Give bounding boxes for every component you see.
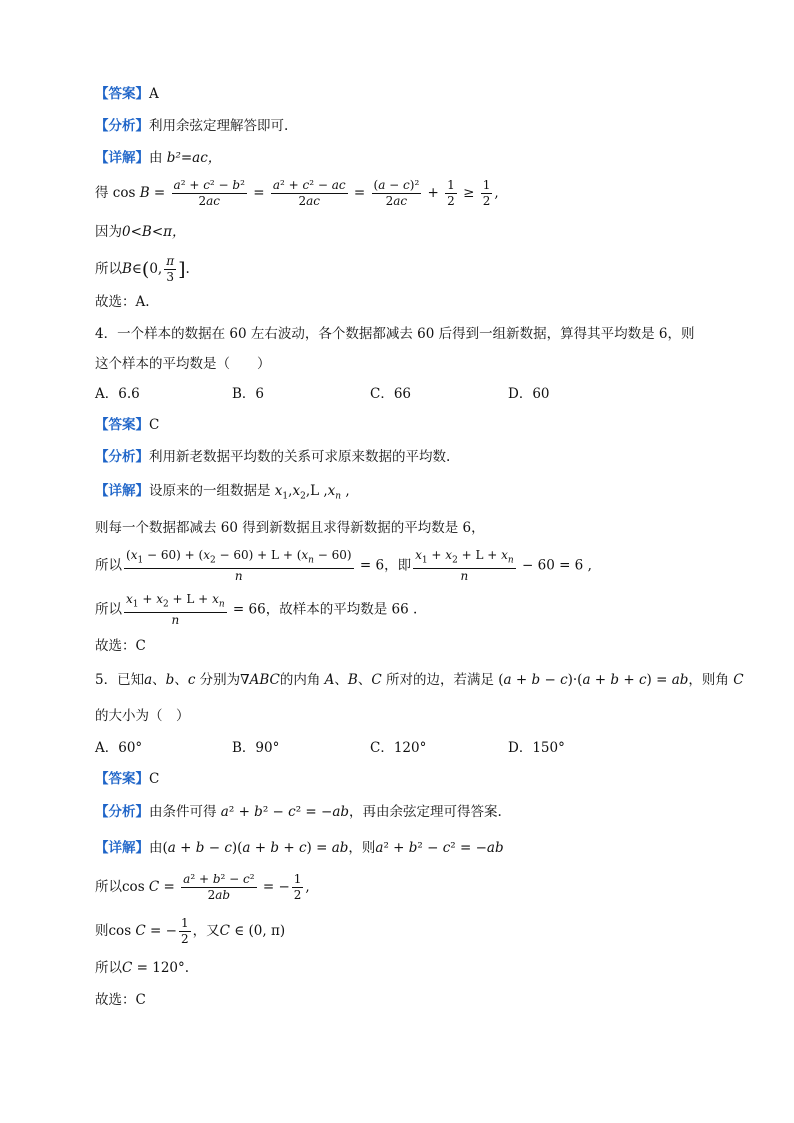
q5-option-d: D．150° bbox=[508, 740, 565, 756]
q5-option-b: B．90° bbox=[232, 740, 280, 756]
q3-analysis: 利用余弦定理解答即可. bbox=[149, 118, 289, 134]
q5-cosC-formula: 所以cos C = $\frac{\text{a² + b² − c²}}{2ab}$ = − $\frac{1}{2}$ , bbox=[95, 872, 310, 902]
q5-result-line: 所以C = 120°. bbox=[95, 960, 190, 976]
q4-option-d: D．60 bbox=[508, 386, 550, 402]
q4-detail-line: 【详解】设原来的一组数据是 $x_1,x_2,L$ $,x_n$ , bbox=[95, 483, 350, 502]
q5-option-c: C．120° bbox=[370, 740, 427, 756]
q4-stem-line1: 4．一个样本的数据在 60 左右波动，各个数据都减去 60 后得到一组新数据，算得其平均数是 6，则 bbox=[95, 326, 695, 342]
q4-final: 故选：C bbox=[95, 638, 146, 654]
q4-option-b: B．6 bbox=[232, 386, 265, 402]
q4-option-c: C．66 bbox=[370, 386, 412, 402]
q4-analysis-line: 【分析】利用新老数据平均数的关系可求原来数据的平均数. bbox=[95, 449, 451, 465]
q5-final: 故选：C bbox=[95, 992, 146, 1008]
q5-detail-line: 【详解】由(a + b − c)(a + b + c) = ab，则a² + b² − c² = −ab bbox=[95, 840, 504, 856]
q3-detail-line: 【详解】由 b²=ac， bbox=[95, 150, 222, 166]
q3-analysis-line: 【分析】利用余弦定理解答即可. bbox=[95, 118, 289, 134]
q4-answer: C bbox=[149, 417, 160, 433]
q5-cosC-value: 则cos C = − $\frac{1}{2}$ ，又C ∈ (0, π) bbox=[95, 916, 286, 946]
q5-answer-line: 【答案】C bbox=[95, 771, 160, 787]
q3-answer-line: 【答案】A bbox=[95, 86, 159, 102]
q3-result-line: 所以B∈(0, $\frac{\pi}{3}$ ]. bbox=[95, 254, 190, 284]
q5-option-a: A．60° bbox=[95, 740, 143, 756]
q3-cosB-formula: 得 cos B = $\frac{\text{a² + c² − b²}}{2ac}$ = $\frac{\text{a² + c² − ac}}{2ac}$ = $\frac{\text{(a − c)²}}{2ac}$ + $\frac{1}{2}$ ≥ $\frac{1}{2}$ , bbox=[95, 178, 499, 208]
q5-stem-line1: 5．已知a、b、c 分别为∇ABC的内角 A、B、C 所对的边，若满足 (a + b − c)·(a + b + c) = ab，则角 C bbox=[95, 672, 744, 688]
q3-final: 故选：A. bbox=[95, 294, 150, 310]
q4-answer-line: 【答案】C bbox=[95, 417, 160, 433]
q3-condition: b²=ac， bbox=[166, 150, 222, 166]
q3-answer: A bbox=[149, 86, 159, 102]
q5-stem-line2: 的大小为（ ） bbox=[95, 708, 190, 724]
answer-tag: 答案 bbox=[108, 86, 136, 102]
detail-tag: 详解 bbox=[108, 150, 136, 166]
q3-range-line: 因为0<B<π， bbox=[95, 224, 186, 240]
q4-step2-formula: 所以 $\frac{(x_1 - 60) + (x_2 - 60) + L + (x_n - 60)}{n}$ = 6，即 $\frac{x_1 + x_2 + L + x_n}{n}$ − 60 = 6 , bbox=[95, 548, 592, 584]
q4-step1: 则每一个数据都减去 60 得到新数据且求得新数据的平均数是 6， bbox=[95, 520, 485, 536]
q4-analysis: 利用新老数据平均数的关系可求原来数据的平均数. bbox=[149, 449, 451, 465]
q4-stem-line2: 这个样本的平均数是（ ） bbox=[95, 356, 271, 372]
q5-analysis-line: 【分析】由条件可得 a² + b² − c² = −ab，再由余弦定理可得答案. bbox=[95, 804, 502, 820]
q4-step3-formula: 所以 $\frac{x_1 + x_2 + L + x_n}{n}$ = 66，故样本的平均数是 66 . bbox=[95, 592, 418, 628]
q4-option-a: A．6.6 bbox=[95, 386, 140, 402]
analysis-tag: 分析 bbox=[108, 118, 136, 134]
q5-answer: C bbox=[149, 771, 160, 787]
